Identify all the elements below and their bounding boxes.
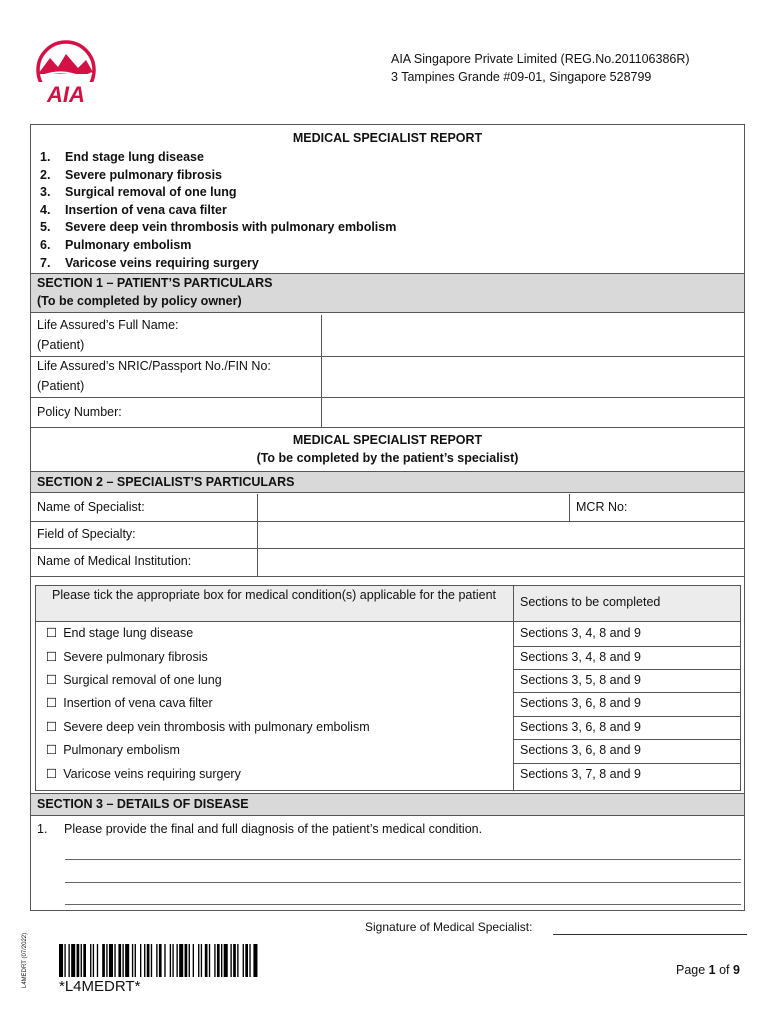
- barcode-bar: [249, 944, 250, 977]
- barcode-bar: [214, 944, 215, 977]
- barcode-bar: [132, 944, 133, 977]
- specialty-input[interactable]: [258, 522, 744, 548]
- condition-text: Severe deep vein thrombosis with pulmonary embolism: [65, 220, 397, 235]
- condition-checkbox-cell[interactable]: [46, 716, 370, 739]
- institution-input[interactable]: [258, 549, 744, 576]
- question-number: 1.: [37, 822, 48, 836]
- barcode-bar: [170, 944, 171, 977]
- condition-number: 4.: [40, 202, 51, 217]
- condition-text: Severe pulmonary fibrosis: [65, 167, 223, 182]
- answer-line[interactable]: [65, 859, 741, 860]
- condition-checkbox-cell[interactable]: [46, 692, 213, 715]
- page-current: 1: [708, 963, 716, 977]
- condition-list-item: [40, 184, 396, 202]
- condition-table: [35, 585, 741, 791]
- barcode-bar: [102, 944, 105, 977]
- sections-to-complete: Sections 3, 6, 8 and 9: [520, 720, 641, 734]
- barcode-bar: [83, 944, 86, 977]
- report-form: [30, 124, 745, 911]
- barcode-bar: [198, 944, 199, 977]
- condition-number: 3.: [40, 185, 51, 200]
- barcode-bar: [64, 944, 65, 977]
- answer-line[interactable]: [65, 882, 741, 883]
- barcode-bar: [185, 944, 188, 977]
- report2-title: MEDICAL SPECIALIST REPORT: [292, 433, 483, 447]
- policy-number-input[interactable]: [322, 398, 744, 427]
- divider: [569, 494, 570, 521]
- barcode-bar: [156, 944, 157, 977]
- barcode-bar: [176, 944, 177, 977]
- header-instruction: Please tick the appropriate box for medical condition(s) applicable for the patient: [52, 588, 497, 602]
- section1-title: SECTION 1 – PATIENT’S PARTICULARS: [37, 276, 273, 290]
- condition-list-item: [40, 202, 396, 220]
- checkbox[interactable]: ☐: [46, 743, 58, 757]
- specialty-label: Field of Specialty:: [37, 527, 136, 541]
- barcode-bar: [189, 944, 190, 977]
- signature-label: Signature of Medical Specialist:: [365, 920, 533, 934]
- barcode-bar: [114, 944, 115, 977]
- barcode-bar: [71, 944, 75, 977]
- condition-table-row: [36, 763, 740, 786]
- nric-patient-note: (Patient): [37, 379, 85, 393]
- checkbox[interactable]: ☐: [46, 673, 58, 687]
- barcode-bar: [217, 944, 220, 977]
- condition-table-row: [36, 739, 740, 762]
- divider: [513, 739, 740, 740]
- condition-number: 2.: [40, 167, 51, 182]
- condition-text: Pulmonary embolism: [65, 237, 192, 252]
- nric-input[interactable]: [322, 357, 744, 397]
- barcode-bar: [140, 944, 141, 977]
- section3-title: SECTION 3 – DETAILS OF DISEASE: [37, 797, 249, 811]
- page-number: [676, 963, 740, 977]
- condition-list-item: [40, 255, 396, 273]
- barcode-bar: [93, 944, 94, 977]
- barcode-bar: [109, 944, 113, 977]
- divider: [513, 763, 740, 764]
- condition-number: 5.: [40, 220, 51, 235]
- mcr-input[interactable]: [641, 494, 744, 521]
- barcode-bar: [179, 944, 183, 977]
- report-title: MEDICAL SPECIALIST REPORT: [292, 131, 483, 145]
- condition-name: End stage lung disease: [63, 626, 194, 640]
- barcode-bar: [147, 944, 150, 977]
- barcode-bar: [106, 944, 107, 977]
- question-1: [37, 822, 482, 836]
- condition-name: Severe pulmonary fibrosis: [63, 650, 208, 664]
- barcode-bar: [209, 944, 210, 977]
- checkbox[interactable]: ☐: [46, 650, 58, 664]
- barcode-bar: [68, 944, 69, 977]
- condition-name: Pulmonary embolism: [63, 743, 180, 757]
- condition-name: Insertion of vena cava filter: [63, 696, 213, 710]
- barcode-bar: [224, 944, 228, 977]
- condition-list-item: [40, 167, 396, 185]
- condition-checkbox-cell[interactable]: [46, 739, 180, 762]
- condition-list-item: [40, 149, 396, 167]
- barcode-bar: [122, 944, 123, 977]
- barcode-bar: [253, 944, 257, 977]
- nric-label: Life Assured’s NRIC/Passport No./FIN No:: [37, 359, 271, 373]
- barcode-bar: [243, 944, 244, 977]
- barcode-bar: [144, 944, 145, 977]
- section1-subtitle: (To be completed by policy owner): [37, 294, 242, 308]
- sections-to-complete: Sections 3, 7, 8 and 9: [520, 767, 641, 781]
- barcode-text: *L4MEDRT*: [59, 978, 141, 995]
- checkbox[interactable]: ☐: [46, 696, 58, 710]
- condition-text: End stage lung disease: [65, 150, 204, 164]
- barcode-bar: [125, 944, 129, 977]
- condition-table-row: [36, 716, 740, 739]
- condition-name: Varicose veins requiring surgery: [63, 767, 241, 781]
- signature-line[interactable]: [553, 934, 747, 935]
- barcode-bar: [201, 944, 202, 977]
- barcode: [59, 944, 321, 977]
- condition-list-item: [40, 219, 396, 237]
- divider: [31, 427, 744, 428]
- institution-label: Name of Medical Institution:: [37, 554, 192, 568]
- name-patient-note: (Patient): [37, 338, 85, 352]
- condition-list: [40, 149, 396, 272]
- section2-header: [31, 471, 744, 493]
- condition-checkbox-cell[interactable]: [46, 763, 241, 786]
- sections-to-complete: Sections 3, 4, 8 and 9: [520, 650, 641, 664]
- condition-name: Surgical removal of one lung: [63, 673, 222, 687]
- page-total: 9: [733, 963, 740, 977]
- barcode-bar: [245, 944, 248, 977]
- answer-line[interactable]: [65, 904, 741, 905]
- company-name: AIA Singapore Private Limited (REG.No.201106386R): [391, 52, 690, 66]
- form-code: L4MEDRT (07/2022): [22, 932, 28, 988]
- condition-table-header: [36, 586, 740, 622]
- barcode-bar: [118, 944, 121, 977]
- sections-to-complete: Sections 3, 5, 8 and 9: [520, 673, 641, 687]
- specialist-name-label: Name of Specialist:: [37, 500, 145, 514]
- barcode-bar: [90, 944, 91, 977]
- barcode-bar: [230, 944, 231, 977]
- checkbox[interactable]: ☐: [46, 626, 58, 640]
- barcode-bar: [151, 944, 152, 977]
- company-address-line: 3 Tampines Grande #09-01, Singapore 528799: [391, 70, 652, 84]
- condition-number: 7.: [40, 255, 51, 270]
- barcode-bar: [221, 944, 222, 977]
- barcode-bar: [159, 944, 162, 977]
- section1-header: [31, 273, 744, 313]
- barcode-bar: [135, 944, 136, 977]
- page-of: of: [715, 963, 733, 977]
- barcode-bar: [193, 944, 194, 977]
- policy-label: Policy Number:: [37, 405, 122, 419]
- condition-table-row: [36, 646, 740, 669]
- barcode-bar: [97, 944, 98, 977]
- header-sections: Sections to be completed: [520, 595, 661, 609]
- condition-table-row: [36, 692, 740, 715]
- page-prefix: Page: [676, 963, 709, 977]
- report2-subtitle: (To be completed by the patient’s specialist): [256, 451, 519, 465]
- logo-text: AIA: [47, 82, 85, 106]
- sections-to-complete: Sections 3, 4, 8 and 9: [520, 626, 641, 640]
- barcode-bar: [59, 944, 63, 977]
- condition-text: Insertion of vena cava filter: [65, 202, 227, 217]
- condition-name: Severe deep vein thrombosis with pulmonary embolism: [63, 720, 370, 734]
- sections-to-complete: Sections 3, 6, 8 and 9: [520, 743, 641, 757]
- divider: [513, 646, 740, 647]
- condition-text: Surgical removal of one lung: [65, 185, 237, 200]
- condition-checkbox-cell[interactable]: [46, 622, 193, 645]
- sections-to-complete: Sections 3, 6, 8 and 9: [520, 696, 641, 710]
- barcode-bar: [233, 944, 236, 977]
- barcode-bar: [81, 944, 82, 977]
- condition-list-item: [40, 237, 396, 255]
- condition-checkbox-cell[interactable]: [46, 669, 222, 692]
- specialist-name-input[interactable]: [258, 494, 569, 521]
- aia-logo: [28, 40, 104, 106]
- condition-table-row: [36, 622, 740, 645]
- title-block: [31, 125, 744, 273]
- name-input[interactable]: [322, 315, 744, 356]
- checkbox[interactable]: ☐: [46, 720, 58, 734]
- divider: [31, 576, 744, 577]
- name-label: Life Assured’s Full Name:: [37, 318, 179, 332]
- condition-number: 6.: [40, 237, 51, 252]
- section2-title: SECTION 2 – SPECIALIST’S PARTICULARS: [37, 475, 295, 489]
- condition-number: 1.: [40, 150, 51, 164]
- company-address: [391, 50, 690, 86]
- divider: [513, 692, 740, 693]
- barcode-bar: [237, 944, 238, 977]
- barcode-bar: [205, 944, 208, 977]
- mcr-label: MCR No:: [576, 500, 628, 514]
- checkbox[interactable]: ☐: [46, 767, 58, 781]
- condition-checkbox-cell[interactable]: [46, 646, 208, 669]
- barcode-bar: [164, 944, 165, 977]
- barcode-bar: [77, 944, 80, 977]
- question-text: Please provide the final and full diagnosis of the patient’s medical condition.: [64, 822, 483, 836]
- section3-header: [31, 793, 744, 816]
- divider: [513, 669, 740, 670]
- barcode-bar: [172, 944, 173, 977]
- condition-text: Varicose veins requiring surgery: [65, 255, 259, 270]
- condition-table-row: [36, 669, 740, 692]
- divider: [513, 716, 740, 717]
